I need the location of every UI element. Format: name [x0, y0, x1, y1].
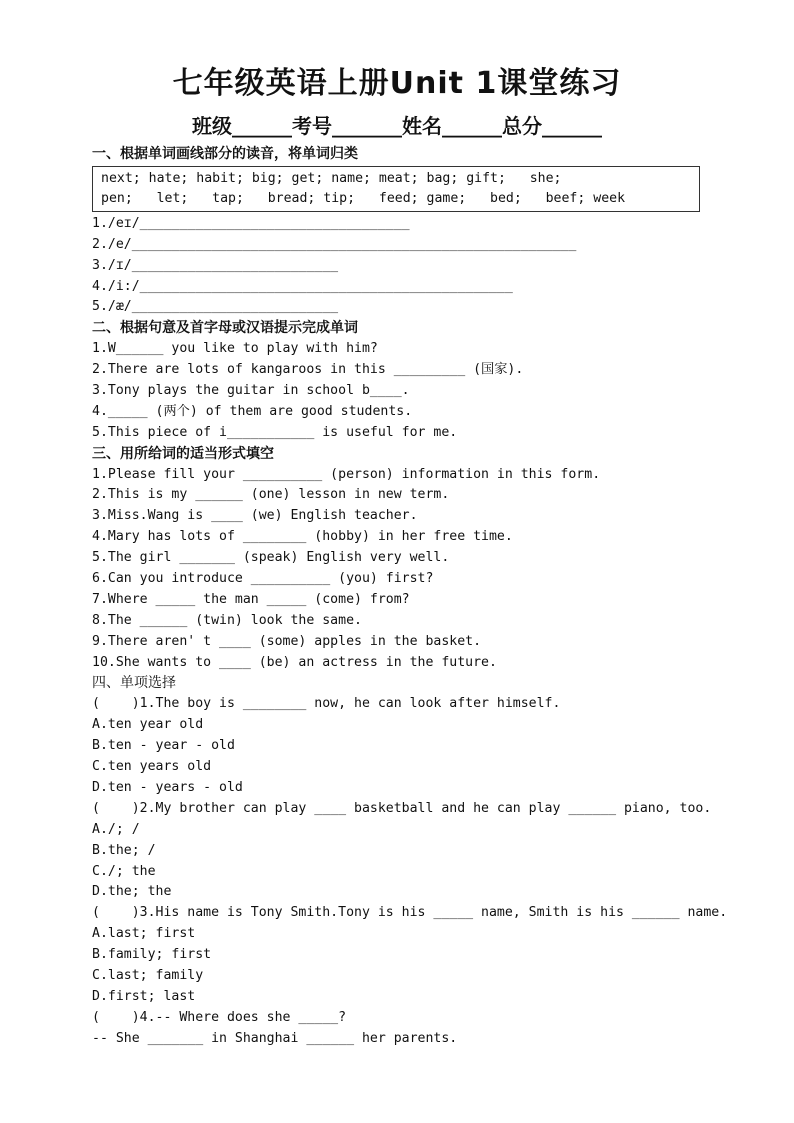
mc-option-line: C.ten years old: [92, 759, 212, 775]
question-line: 2.This is my ______ (one) lesson in new term.: [92, 487, 450, 503]
question-line: 1.Please fill your __________ (person) information in this form.: [92, 466, 601, 482]
mc-question-line: ( )3.His name is Tony Smith.Tony is his _____ name, Smith is his ______ name.: [92, 905, 728, 921]
word-bank-line-1: next; hate; habit; big; get; name; meat; bag; gift; she;: [101, 170, 562, 186]
phonics-answer-line: 1./eɪ/__________________________________: [92, 215, 410, 231]
mc-option-line: D.the; the: [92, 884, 172, 900]
section2-heading: 二、根据句意及首字母或汉语提示完成单词: [92, 320, 358, 337]
question-line: 6.Can you introduce __________ (you) first?: [92, 571, 434, 587]
phonics-answer-line: 4./i:/_______________________________________________: [92, 278, 513, 294]
section1-heading: 一、根据单词画线部分的读音，将单词归类: [92, 146, 358, 162]
page-title: 七年级英语上册Unit 1课堂练习: [172, 66, 622, 101]
question-line: 8.The ______ (twin) look the same.: [92, 612, 362, 628]
question-line: 9.There aren' t ____ (some) apples in the basket.: [92, 633, 482, 649]
word-bank-box: [92, 166, 700, 212]
question-line: 10.She wants to ____ (be) an actress in the future.: [92, 654, 497, 670]
mc-option-line: C./; the: [92, 863, 156, 879]
mc-option-line: A.ten year old: [92, 717, 204, 733]
question-line: 2.There are lots of kangaroos in this _________ (国家).: [92, 362, 524, 378]
mc-option-line: B.ten - year - old: [92, 738, 235, 754]
mc-option-line: A./; /: [92, 821, 140, 837]
mc-option-line: B.family; first: [92, 947, 212, 963]
mc-question-line: ( )1.The boy is ________ now, he can look after himself.: [92, 696, 561, 712]
mc-option-line: D.first; last: [92, 988, 196, 1004]
mc-option-line: A.last; first: [92, 926, 196, 942]
mc-question-line: ( )2.My brother can play ____ basketball and he can play ______ piano, too.: [92, 800, 712, 816]
mc-question-line: ( )4.-- Where does she _____?: [92, 1009, 347, 1025]
question-line: 7.Where _____ the man _____ (come) from?: [92, 591, 410, 607]
mc-option-line: C.last; family: [92, 967, 204, 983]
mc-option-line: B.the; /: [92, 842, 156, 858]
word-bank-line-2: pen; let; tap; bread; tip; feed; game; bed; beef; week: [101, 190, 626, 206]
student-info-line: 班级______考号_______姓名______总分______: [192, 114, 602, 138]
question-line: 3.Tony plays the guitar in school b____.: [92, 383, 410, 399]
question-line: 5.The girl _______ (speak) English very well.: [92, 550, 450, 566]
phonics-answer-line: 3./ɪ/__________________________: [92, 257, 339, 273]
section4-heading: 四、单项选择: [92, 675, 176, 692]
phonics-answer-line: 2./e/________________________________________________________: [92, 236, 577, 252]
question-line: 5.This piece of i___________ is useful for me.: [92, 424, 458, 440]
question-line: 1.W______ you like to play with him?: [92, 341, 378, 357]
section3-heading: 三、用所给词的适当形式填空: [92, 445, 274, 462]
mc-option-line: D.ten - years - old: [92, 779, 243, 795]
worksheet-body: [92, 144, 752, 1050]
phonics-answer-line: 5./æ/__________________________: [92, 299, 339, 315]
question-line: 4._____ (两个) of them are good students.: [92, 403, 413, 419]
question-line: 3.Miss.Wang is ____ (we) English teacher.: [92, 508, 418, 524]
mc-question-line: -- She _______ in Shanghai ______ her parents.: [92, 1030, 458, 1046]
question-line: 4.Mary has lots of ________ (hobby) in her free time.: [92, 529, 513, 545]
